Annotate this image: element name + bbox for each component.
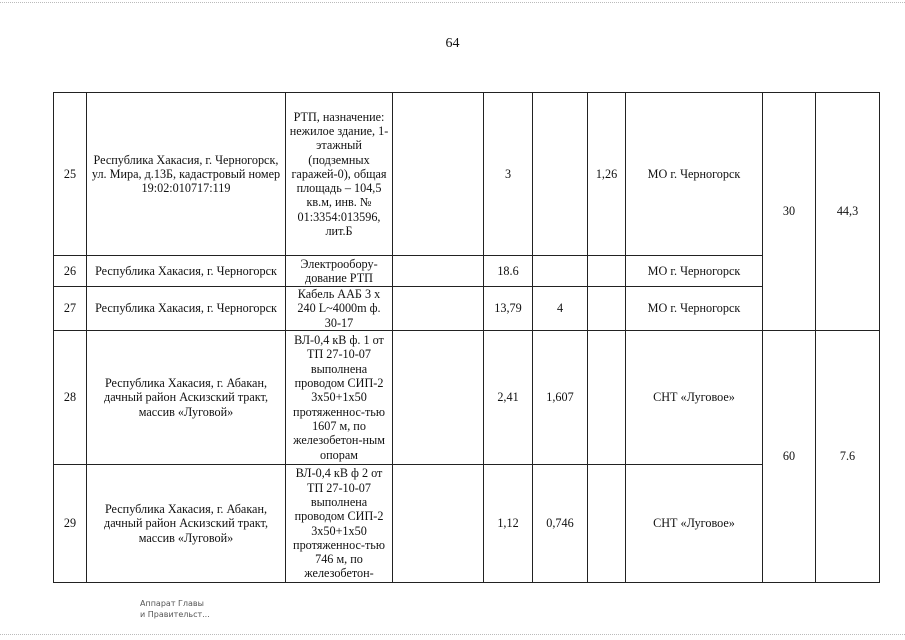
row-number: 26	[54, 256, 87, 287]
address-cell: Республика Хакасия, г. Абакан, дачный район Аскизский тракт, массив «Луговой»	[87, 331, 286, 465]
col4-cell	[393, 331, 484, 465]
col5-cell: 18.6	[484, 256, 533, 287]
address-cell: Республика Хакасия, г. Черногорск	[87, 287, 286, 331]
row-number: 28	[54, 331, 87, 465]
address-cell: Республика Хакасия, г. Абакан, дачный район Аскизский тракт, массив «Луговой»	[87, 465, 286, 583]
col7-cell	[588, 465, 626, 583]
description-cell: РТП, назначение: нежилое здание, 1-этажный (подземных гаражей-0), общая площадь – 104,5 кв.м, инв. № 01:3354:013596, лит.Б	[286, 93, 393, 256]
group-col10-cell: 7.6	[816, 331, 880, 583]
col5-cell: 1,12	[484, 465, 533, 583]
owner-cell: СНТ «Луговое»	[626, 331, 763, 465]
col7-cell	[588, 256, 626, 287]
col6-cell: 0,746	[533, 465, 588, 583]
address-cell: Республика Хакасия, г. Черногорск, ул. Мира, д.13Б, кадастровый номер 19:02:010717:119	[87, 93, 286, 256]
col7-cell	[588, 287, 626, 331]
description-cell: Кабель ААБ 3 х 240 L~4000m ф. 30-17	[286, 287, 393, 331]
col6-cell	[533, 256, 588, 287]
page-number: 64	[445, 36, 460, 51]
col4-cell	[393, 93, 484, 256]
table-row	[54, 465, 880, 583]
group-col9-cell: 30	[763, 93, 816, 331]
col6-cell	[533, 93, 588, 256]
col5-cell: 3	[484, 93, 533, 256]
group-col9-cell: 60	[763, 331, 816, 583]
owner-cell: МО г. Черногорск	[626, 256, 763, 287]
col5-cell: 13,79	[484, 287, 533, 331]
group-col10-cell: 44,3	[816, 93, 880, 331]
col4-cell	[393, 287, 484, 331]
owner-cell: МО г. Черногорск	[626, 287, 763, 331]
table-row	[54, 256, 880, 287]
row-number: 25	[54, 93, 87, 256]
col6-cell: 1,607	[533, 331, 588, 465]
col7-cell: 1,26	[588, 93, 626, 256]
col6-cell: 4	[533, 287, 588, 331]
property-registry-table	[53, 92, 880, 583]
row-number: 27	[54, 287, 87, 331]
table-row	[54, 287, 880, 331]
col5-cell: 2,41	[484, 331, 533, 465]
footer-stamp-line1: Аппарат Главы	[140, 599, 204, 608]
footer-stamp-line2: и Правительст...	[140, 610, 210, 619]
description-cell: ВЛ-0,4 кВ ф 2 от ТП 27-10-07 выполнена проводом СИП-2 3х50+1х50 протяженнос-тью 746 м, по железобетон-	[286, 465, 393, 583]
footer-stamp	[140, 598, 210, 620]
col4-cell	[393, 465, 484, 583]
scan-edge-top	[0, 2, 905, 4]
table-row	[54, 93, 880, 256]
col7-cell	[588, 331, 626, 465]
address-cell: Республика Хакасия, г. Черногорск	[87, 256, 286, 287]
scan-edge-bottom	[0, 634, 905, 636]
owner-cell: МО г. Черногорск	[626, 93, 763, 256]
col4-cell	[393, 256, 484, 287]
description-cell: ВЛ-0,4 кВ ф. 1 от ТП 27-10-07 выполнена проводом СИП-2 3х50+1х50 протяженнос-тью 1607 м, по железобетон-ным опорам	[286, 331, 393, 465]
description-cell: Электрообору-дование РТП	[286, 256, 393, 287]
owner-cell: СНТ «Луговое»	[626, 465, 763, 583]
row-number: 29	[54, 465, 87, 583]
table-row	[54, 331, 880, 465]
